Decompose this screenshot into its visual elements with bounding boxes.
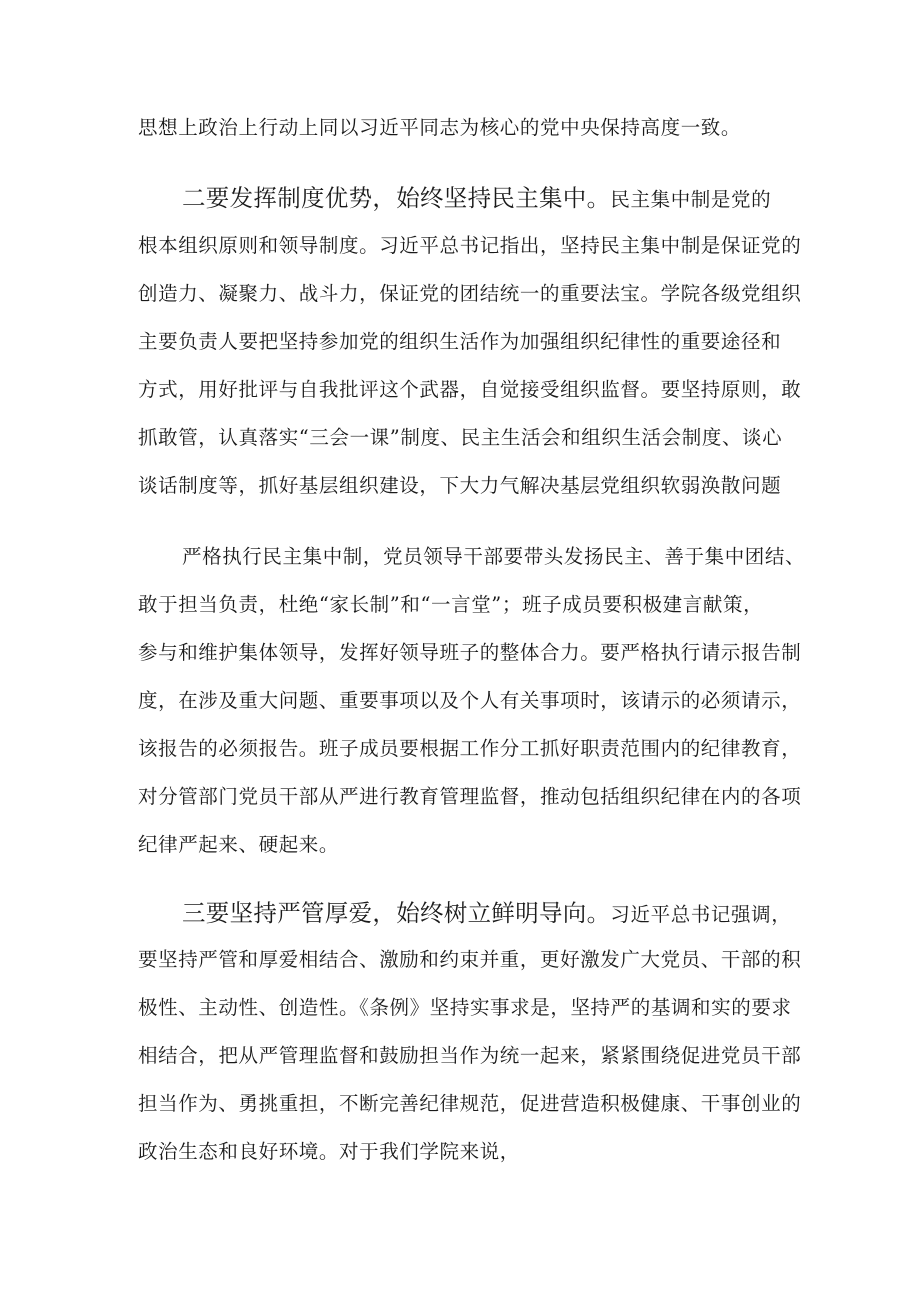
- paragraph-line: 根本组织原则和领导制度。习近平总书记指出，坚持民主集中制是保证党的: [138, 234, 802, 257]
- paragraph-line: 要坚持严管和厚爱相结合、激励和约束并重，更好激发广大党员、干部的积: [138, 948, 802, 971]
- paragraph-line: 方式，用好批评与自我批评这个武器，自觉接受组织监督。要坚持原则，敢: [138, 378, 802, 401]
- paragraph-line: 政治生态和良好环境。对于我们学院来说，: [138, 1140, 520, 1163]
- paragraph-line: 度，在涉及重大问题、重要事项以及个人有关事项时，该请示的必须请示，: [138, 689, 802, 712]
- paragraph-line: 该报告的必须报告。班子成员要根据工作分工抓好职责范围内的纪律教育，: [138, 737, 802, 760]
- paragraph-first-line: 严格执行民主集中制，党员领导干部要带头发扬民主、善于集中团结、: [182, 545, 806, 568]
- paragraph-line: 敢于担当负责，杜绝“家长制”和“一言堂”；班子成员要积极建言献策，: [138, 593, 764, 616]
- paragraph-text: 民主集中制是党的: [610, 188, 772, 211]
- paragraph-line: 抓敢管，认真落实“三会一课”制度、民主生活会和组织生活会制度、谈心: [138, 426, 783, 449]
- paragraph-text: 习近平总书记强调，: [610, 903, 792, 926]
- paragraph-line: 相结合，把从严管理监督和鼓励担当作为统一起来，紧紧围绕促进党员干部: [138, 1044, 802, 1067]
- section-heading: 三要坚持严管厚爱，始终树立鲜明导向。: [182, 899, 611, 927]
- paragraph-line: 极性、主动性、创造性。《条例》坚持实事求是，坚持严的基调和实的要求: [138, 996, 792, 1019]
- paragraph-line: 谈话制度等，抓好基层组织建设，下大力气解决基层党组织软弱涣散问题: [138, 474, 782, 497]
- paragraph-line: 思想上政治上行动上同以习近平同志为核心的党中央保持高度一致。: [138, 116, 742, 139]
- paragraph-line: 创造力、凝聚力、战斗力，保证党的团结统一的重要法宝。学院各级党组织: [138, 282, 802, 305]
- paragraph-line: 参与和维护集体领导，发挥好领导班子的整体合力。要严格执行请示报告制: [138, 641, 802, 664]
- section-heading: 二要发挥制度优势，始终坚持民主集中。: [182, 184, 611, 212]
- paragraph-first-line: [182, 184, 771, 214]
- paragraph-line: 纪律严起来、硬起来。: [138, 833, 340, 856]
- paragraph-line: 担当作为、勇挑重担，不断完善纪律规范，促进营造积极健康、干事创业的: [138, 1092, 802, 1115]
- paragraph-line: 对分管部门党员干部从严进行教育管理监督，推动包括组织纪律在内的各项: [138, 785, 802, 808]
- paragraph-first-line: [182, 899, 791, 929]
- paragraph-line: 主要负责人要把坚持参加党的组织生活作为加强组织纪律性的重要途径和: [138, 330, 782, 353]
